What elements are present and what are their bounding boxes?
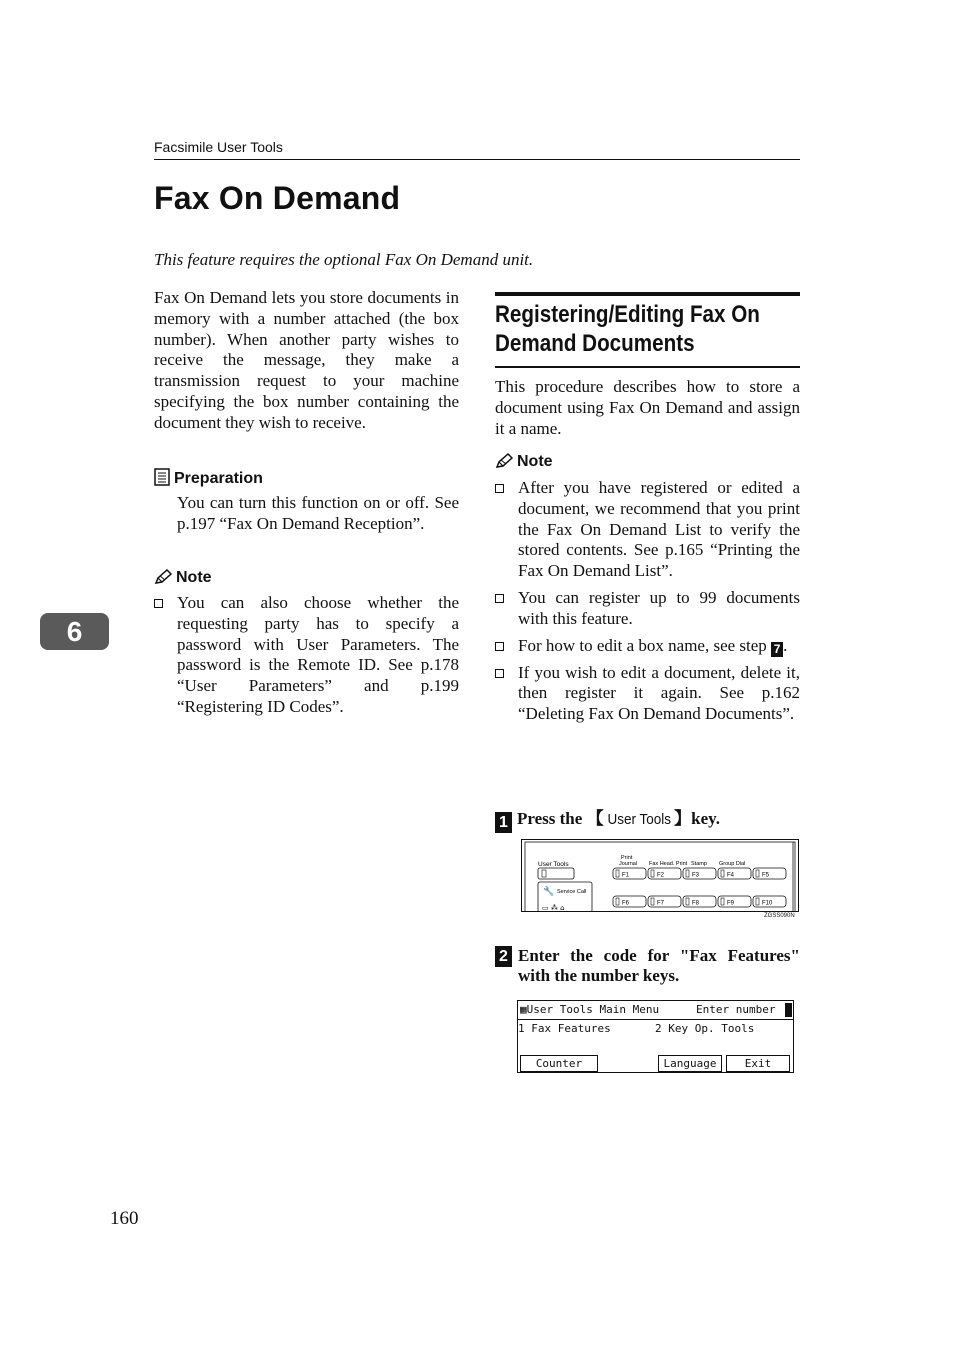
note-list-right xyxy=(495,478,800,731)
key-indicator-icon xyxy=(651,870,654,877)
panel-user-tools-label: User Tools xyxy=(538,861,569,868)
pencil-icon xyxy=(495,453,513,469)
function-key-f2[interactable] xyxy=(648,868,681,879)
lcd-exit-button[interactable]: Exit xyxy=(726,1055,790,1072)
note-item-right-2: You can register up to 99 documents with this feature. xyxy=(495,588,800,630)
note-heading-left xyxy=(154,569,212,587)
lcd-display xyxy=(517,1000,794,1073)
left-paragraph: Fax On Demand lets you store documents in memory with a number attached (the box number). When another party wishes to receive the message, they make a transmission request to your machine specifying the box number containing the document they wish to receive. xyxy=(154,288,459,432)
key-indicator-icon xyxy=(756,898,759,905)
lcd-title-row: ▦User Tools Main Menu xyxy=(520,1003,660,1016)
function-key-f9[interactable] xyxy=(718,896,751,907)
key-indicator-icon xyxy=(686,898,689,905)
function-key-f7[interactable] xyxy=(648,896,681,907)
running-header: Facsimile User Tools xyxy=(154,139,283,155)
preparation-heading xyxy=(154,468,263,488)
panel-fax-head-print-label: Fax Head. Print xyxy=(649,861,688,867)
lcd-language-button[interactable]: Language xyxy=(658,1055,722,1072)
lcd-option-key-op-tools: 2 Key Op. Tools xyxy=(655,1022,755,1035)
lcd-divider xyxy=(518,1019,793,1020)
function-key-label: F3 xyxy=(692,872,700,879)
section-top-rule xyxy=(495,292,800,296)
checkbox-bullet-icon xyxy=(495,484,504,493)
function-key-f8[interactable] xyxy=(683,896,716,907)
preparation-text: You can turn this function on or off. See p.197 “Fax On Demand Reception”. xyxy=(177,493,459,533)
panel-keys-bottom xyxy=(613,896,786,907)
note-item-right-4: If you wish to edit a document, delete it, then register it again. See p.162 “Deleting Fax On Demand Documents”. xyxy=(495,663,800,725)
function-key-f5[interactable] xyxy=(753,868,786,879)
panel-journal-label: Journal xyxy=(619,861,638,867)
page-number: 160 xyxy=(110,1208,139,1229)
illustration-code: ZGSS090N xyxy=(764,913,795,919)
function-key-f1[interactable] xyxy=(613,868,646,879)
cursor-block-icon xyxy=(785,1003,792,1017)
panel-stamp-label: Stamp xyxy=(691,861,707,867)
note-label-right: Note xyxy=(517,453,553,470)
checkbox-bullet-icon xyxy=(495,669,504,678)
section-title: Registering/Editing Fax On Demand Documents xyxy=(495,301,760,357)
step-number-2: 2 xyxy=(495,946,512,967)
note-item-right-1: After you have registered or edited a document, we recommend that you print the Fax On Demand List to verify the stored contents. See p.165 “Printing the Fax On Demand List”. xyxy=(495,478,800,582)
function-key-label: F10 xyxy=(762,900,773,907)
step-1: 1 Press the 【 User Tools 】key. xyxy=(495,804,720,833)
step-2: 2 Enter the code for "Fax Features" with the number keys. xyxy=(495,946,800,986)
user-tools-key-label: User Tools xyxy=(607,811,671,828)
function-key-label: F9 xyxy=(727,900,735,907)
menu-grid-icon: ▦ xyxy=(520,1003,527,1016)
note-heading-right xyxy=(495,453,553,471)
preparation-icon xyxy=(154,468,170,486)
wrench-icon: 🔧 xyxy=(543,887,555,897)
step-ref-badge: 7 xyxy=(771,642,783,657)
section-bottom-rule xyxy=(495,366,800,368)
page-title: Fax On Demand xyxy=(154,180,401,216)
key-indicator-icon xyxy=(721,870,724,877)
section-description: This procedure describes how to store a document using Fax On Demand and assign it a name. xyxy=(495,377,800,438)
function-key-label: F5 xyxy=(762,872,770,879)
key-indicator-icon xyxy=(616,898,619,905)
function-key-label: F7 xyxy=(657,900,665,907)
note-list-left xyxy=(154,593,459,724)
chapter-tab: 6 xyxy=(40,613,109,650)
function-key-label: F2 xyxy=(657,872,665,879)
note-label-left: Note xyxy=(176,569,212,586)
function-key-f6[interactable] xyxy=(613,896,646,907)
control-panel-illustration xyxy=(521,839,799,912)
panel-status-icons: ▭ ⁂ ⌂ xyxy=(542,904,565,912)
lcd-prompt: Enter number xyxy=(696,1003,776,1016)
lcd-counter-button[interactable]: Counter xyxy=(520,1055,598,1072)
checkbox-bullet-icon xyxy=(154,599,163,608)
key-indicator-icon xyxy=(721,898,724,905)
intro-text: This feature requires the optional Fax On Demand unit. xyxy=(154,250,534,269)
note-item-left-1: You can also choose whether the requesting party has to specify a password with User Parameters. The password is the Remote ID. See p.178 “User Parameters” and p.199 “Registering ID Codes”. xyxy=(154,593,459,718)
function-key-f4[interactable] xyxy=(718,868,751,879)
panel-print-label: Print xyxy=(621,855,633,861)
function-key-label: F4 xyxy=(727,872,735,879)
function-key-label: F8 xyxy=(692,900,700,907)
step-number-1: 1 xyxy=(495,812,512,833)
key-indicator-icon xyxy=(651,898,654,905)
checkbox-bullet-icon xyxy=(495,594,504,603)
lcd-option-fax-features: 1 Fax Features xyxy=(518,1022,611,1035)
note-item-right-3: For how to edit a box name, see step 7 . xyxy=(495,636,800,657)
checkbox-bullet-icon xyxy=(495,642,504,651)
key-indicator-icon xyxy=(616,870,619,877)
panel-group-dial-label: Group Dial xyxy=(719,861,746,867)
function-key-label: F1 xyxy=(622,872,630,879)
pencil-icon xyxy=(154,569,172,585)
function-key-label: F6 xyxy=(622,900,630,907)
key-indicator-icon xyxy=(756,870,759,877)
function-key-f3[interactable] xyxy=(683,868,716,879)
preparation-label: Preparation xyxy=(174,470,263,487)
panel-service-call-label: Service Call xyxy=(557,889,587,895)
panel-keys-top xyxy=(613,868,786,879)
header-rule xyxy=(154,159,800,160)
key-indicator-icon xyxy=(686,870,689,877)
